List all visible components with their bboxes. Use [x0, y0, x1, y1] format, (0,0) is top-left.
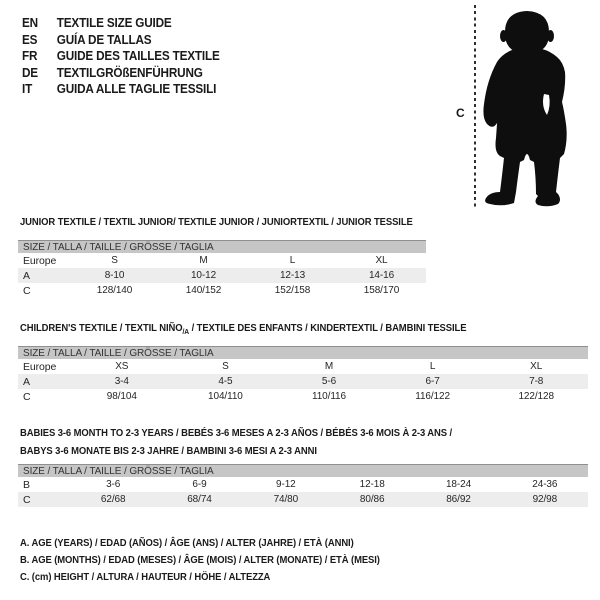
language-title: GUIDA ALLE TAGLIE TESSILI	[56, 82, 217, 97]
table-cell: 98/104	[106, 391, 137, 402]
table-cell: 80/86	[359, 494, 385, 505]
table-cell: L	[429, 361, 436, 372]
language-title: TEXTILGRÖßENFÜHRUNG	[56, 65, 203, 80]
table-cell: S	[222, 361, 229, 372]
table-cell: L	[289, 255, 296, 266]
language-code: FR	[22, 49, 38, 64]
table-cell: 3-6	[106, 479, 121, 490]
babies-heading	[20, 424, 452, 460]
language-title: TEXTILE SIZE GUIDE	[56, 16, 172, 31]
table-cell: 18-24	[445, 479, 472, 490]
table-cell: XL	[375, 255, 388, 266]
table-row	[18, 283, 426, 298]
language-row-de	[22, 65, 220, 82]
size-header-label: SIZE / TALLA / TAILLE / GRÖSSE / TAGLIA	[23, 241, 214, 253]
table-row	[18, 374, 588, 389]
babies-heading-line2: BABYS 3-6 MONATE BIS 2-3 JAHRE / BAMBINI 3-6 MESI A 2-3 ANNI	[20, 445, 317, 457]
table-cell: M	[199, 255, 208, 266]
babies-heading-line1: BABIES 3-6 MONTH TO 2-3 YEARS / BEBÉS 3-6 MESES A 2-3 AÑOS / BÉBÉS 3-6 MOIS À 2-3 ANS /	[20, 427, 453, 439]
language-code: DE	[22, 65, 38, 80]
table-cell: 3-4	[114, 376, 129, 387]
children-size-table	[18, 346, 588, 404]
table-cell: 152/158	[274, 285, 311, 296]
toddler-silhouette-figure	[478, 6, 580, 208]
size-header-bar	[18, 240, 426, 253]
table-cell: 10-12	[190, 270, 217, 281]
table-row	[18, 477, 588, 492]
table-cell: 9-12	[276, 479, 296, 490]
table-cell: 14-16	[368, 270, 395, 281]
height-dimension-dotted-line	[474, 5, 476, 208]
table-row	[18, 359, 588, 374]
language-row-it	[22, 81, 220, 98]
babies-size-table	[18, 464, 588, 507]
table-cell: 104/110	[208, 391, 243, 402]
table-row	[18, 492, 588, 507]
language-title: GUIDE DES TAILLES TEXTILE	[56, 49, 220, 64]
size-header-bar	[18, 464, 588, 477]
language-code: IT	[22, 82, 33, 97]
table-cell: 6-9	[192, 479, 207, 490]
table-cell: 74/80	[273, 494, 299, 505]
table-cell: 4-5	[218, 376, 233, 387]
language-code: EN	[22, 16, 38, 31]
table-cell: 7-8	[529, 376, 544, 387]
table-cell: 122/128	[518, 391, 554, 402]
table-cell: 86/92	[446, 494, 471, 505]
table-cell: 12-13	[279, 270, 306, 281]
row-label: C	[23, 390, 31, 403]
footnote-c: C. (cm) HEIGHT / ALTURA / HAUTEUR / HÖHE / ALTEZZA	[20, 571, 271, 583]
table-cell: 140/152	[185, 285, 222, 296]
junior-size-table	[18, 240, 426, 298]
table-cell: 92/98	[532, 494, 558, 505]
table-cell: 24-36	[532, 479, 558, 490]
children-heading-sub: /A	[182, 327, 190, 337]
footnote-a: A. AGE (YEARS) / EDAD (AÑOS) / ÂGE (ANS) / ALTER (JAHRE) / ETÀ (ANNI)	[20, 537, 354, 549]
table-cell: M	[324, 361, 334, 372]
row-label: C	[23, 284, 31, 297]
language-row-es	[22, 32, 220, 49]
row-label: C	[23, 493, 31, 506]
table-cell: 5-6	[321, 376, 337, 387]
table-cell: 128/140	[96, 285, 133, 296]
row-label: A	[23, 269, 30, 282]
table-cell: 8-10	[104, 270, 125, 281]
language-title: GUÍA DE TALLAS	[56, 32, 152, 47]
table-cell: S	[111, 255, 118, 266]
table-row	[18, 389, 588, 404]
junior-heading: JUNIOR TEXTILE / TEXTIL JUNIOR/ TEXTILE JUNIOR / JUNIORTEXTIL / JUNIOR TESSILE	[20, 216, 413, 228]
size-header-bar	[18, 346, 588, 359]
footnote-b: B. AGE (MONTHS) / EDAD (MESES) / ÂGE (MOIS) / ALTER (MONATE) / ETÀ (MESI)	[20, 554, 380, 566]
table-cell: 6-7	[425, 376, 440, 387]
height-label-c: C	[456, 106, 465, 120]
language-row-en	[22, 15, 220, 32]
table-cell: XS	[115, 361, 129, 372]
children-heading	[20, 319, 466, 341]
table-cell: 158/170	[363, 285, 400, 296]
row-label: Europe	[23, 254, 57, 267]
table-cell: 12-18	[359, 479, 385, 490]
row-label: B	[23, 478, 30, 491]
row-label: A	[23, 375, 30, 388]
children-heading-pre: CHILDREN'S TEXTILE / TEXTIL NIÑO	[20, 322, 183, 334]
language-list	[22, 15, 220, 98]
table-cell: 110/116	[312, 391, 346, 402]
size-header-label: SIZE / TALLA / TAILLE / GRÖSSE / TAGLIA	[23, 347, 214, 359]
table-cell: 116/122	[415, 391, 450, 402]
table-row	[18, 268, 426, 283]
language-row-fr	[22, 48, 220, 65]
table-row	[18, 253, 426, 268]
table-cell: XL	[530, 361, 543, 372]
size-header-label: SIZE / TALLA / TAILLE / GRÖSSE / TAGLIA	[23, 465, 214, 477]
language-code: ES	[22, 32, 38, 47]
table-cell: 62/68	[100, 494, 126, 505]
footnote-legend	[20, 535, 380, 586]
row-label: Europe	[23, 360, 57, 373]
children-heading-post: / TEXTILE DES ENFANTS / KINDERTEXTIL / BAMBINI TESSILE	[189, 322, 467, 334]
table-cell: 68/74	[187, 494, 212, 505]
